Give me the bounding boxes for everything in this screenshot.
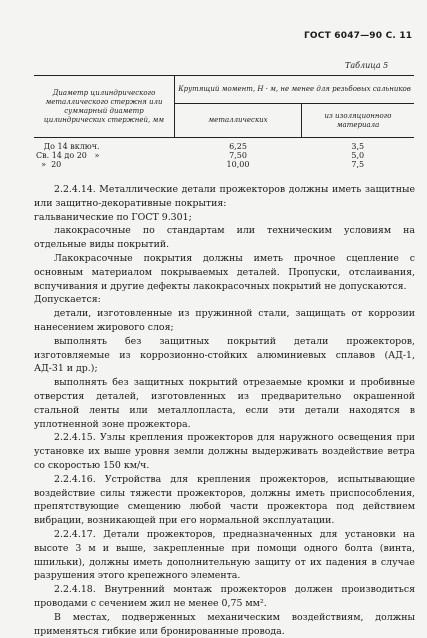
paragraph: 2.2.4.18. Внутренний монтаж прожекторов должен производиться проводами с сечением жил не менее 0,75 мм². <box>34 584 415 609</box>
paragraph: 2.2.4.15. Узлы крепления прожекторов для наружного освещения при установке их выше уровня земли должны выдерживать воздействие ветра со скоростью 150 км/ч. <box>34 432 415 471</box>
paragraph: гальванические по ГОСТ 9.301; <box>34 211 192 223</box>
cell-metal: 7,50 <box>229 151 247 160</box>
table-caption: Таблица 5 <box>345 61 389 70</box>
cell-metal: 6,25 <box>229 142 247 151</box>
table-5 <box>34 75 414 169</box>
cell-diameter: До 14 включ. <box>36 142 100 151</box>
paragraph: детали, изготовленные из пружинной стали, защищать от коррозии нанесением жирового слоя; <box>34 308 415 333</box>
cell-insulating: 5,0 <box>351 151 365 160</box>
table-row <box>34 138 414 152</box>
cell-insulating: 3,5 <box>351 142 365 151</box>
column-header-torque: Крутящий момент, Н · м, не менее для резьбовых сальников <box>175 76 415 104</box>
column-header-insulating: из изоляционного материала <box>302 104 415 138</box>
paragraph: выполнять без защитных покрытий детали прожекторов, изготовляемые из коррозионно-стойких алюминиевых сплавов (АД-1, АД-31 и др.); <box>34 335 415 375</box>
cell-metal: 10,00 <box>226 160 250 169</box>
paragraph: 2.2.4.16. Устройства для крепления прожекторов, испытывающие воздействие силы тяжести прожекторов, должны иметь приспособления, препятствующие смещению любой части прожектора под действием вибрации, возникающей при его нормальной эксплуатации. <box>34 473 415 527</box>
paragraph: В местах, подверженных механическим воздействиям, должны применяться гибкие или бронированные провода. <box>34 611 415 637</box>
column-header-metal: металлических <box>175 104 302 138</box>
paragraph: лакокрасочные по стандартам или техническим условиям на отдельные виды покрытий. <box>34 225 415 251</box>
cell-insulating: 7,5 <box>351 160 365 169</box>
column-header-diameter: Диаметр цилиндрического металлического стержня или суммарный диаметр цилиндрических стержней, мм <box>34 76 175 138</box>
paragraph: выполнять без защитных покрытий отрезаемые кромки и пробивные отверстия деталей, изготовленных из предварительно окрашенной стальной ленты или металлопласта, если эти детали находятся в уплотненной зоне прожектора. <box>34 377 415 430</box>
page-header: ГОСТ 6047—90 С. 11 <box>304 31 413 41</box>
cell-diameter: » 20 <box>36 160 62 169</box>
cell-diameter: Св. 14 до 20 » <box>36 151 100 160</box>
paragraph: 2.2.4.14. Металлические детали прожекторов должны иметь защитные или защитно-декоративные покрытия: <box>34 184 415 209</box>
paragraph: Лакокрасочные покрытия должны иметь прочное сцепление с основным материалом покрываемых деталей. Пропуски, отслаивания, вспучивания и другие дефекты лакокрасочных покрытий не допускаются. <box>34 252 415 292</box>
table-row <box>34 160 414 169</box>
paragraph: Допускается: <box>34 294 101 306</box>
table-row <box>34 151 414 160</box>
body-text <box>34 183 415 638</box>
paragraph: 2.2.4.17. Детали прожекторов, предназначенных для установки на высоте 3 м и выше, закрепленные при помощи одного болта (винта, шпильки), должны иметь дополнительную защиту от их падения в случае разрушения этого крепежного элемента. <box>34 528 415 582</box>
